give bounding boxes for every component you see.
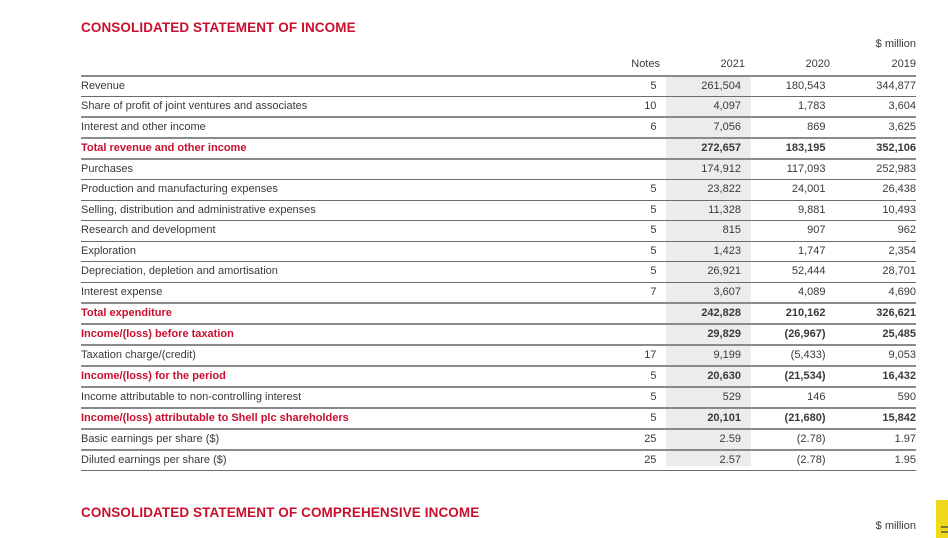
header-2021: 2021 (720, 58, 745, 70)
table-row (81, 450, 916, 471)
row-notes (598, 159, 662, 180)
row-notes: 5 (598, 241, 662, 262)
row-label: Production and manufacturing expenses (81, 180, 598, 201)
table-row (81, 345, 916, 366)
value-2020: 1,747 (747, 241, 832, 262)
table-row (81, 366, 916, 387)
value-2020: 117,093 (747, 159, 832, 180)
row-label: Exploration (81, 241, 598, 262)
value-2019: 590 (832, 387, 916, 408)
value-2021: 2.57 (662, 450, 747, 471)
value-2019: 252,983 (832, 159, 916, 180)
row-notes: 5 (598, 262, 662, 283)
header-notes: Notes (631, 58, 660, 70)
value-2020: (2.78) (747, 450, 832, 471)
row-notes: 5 (598, 180, 662, 201)
row-label: Interest expense (81, 282, 598, 303)
value-2020: 183,195 (747, 138, 832, 159)
value-2019: 16,432 (832, 366, 916, 387)
row-notes: 5 (598, 76, 662, 97)
row-label: Total expenditure (81, 303, 598, 324)
table-row (81, 262, 916, 283)
value-2019: 3,604 (832, 97, 916, 118)
value-2020: 869 (747, 117, 832, 138)
value-2019: 10,493 (832, 200, 916, 221)
row-label: Income/(loss) attributable to Shell plc shareholders (81, 408, 598, 429)
income-statement-table (81, 75, 916, 471)
value-2019: 3,625 (832, 117, 916, 138)
value-2019: 28,701 (832, 262, 916, 283)
value-2021: 242,828 (662, 303, 747, 324)
value-2021: 9,199 (662, 345, 747, 366)
row-notes: 17 (598, 345, 662, 366)
table-row (81, 76, 916, 97)
value-2020: 907 (747, 221, 832, 242)
row-label: Taxation charge/(credit) (81, 345, 598, 366)
table-row (81, 429, 916, 450)
row-label: Research and development (81, 221, 598, 242)
table-row (81, 387, 916, 408)
table-row (81, 324, 916, 345)
value-2021: 20,630 (662, 366, 747, 387)
row-label: Income attributable to non-controlling interest (81, 387, 598, 408)
row-notes: 5 (598, 221, 662, 242)
tab-line-icon (941, 531, 948, 533)
table-row (81, 303, 916, 324)
row-notes (598, 138, 662, 159)
row-notes (598, 303, 662, 324)
value-2020: (26,967) (747, 324, 832, 345)
value-2021: 11,328 (662, 200, 747, 221)
value-2020: 210,162 (747, 303, 832, 324)
value-2021: 23,822 (662, 180, 747, 201)
value-2021: 529 (662, 387, 747, 408)
table-row (81, 138, 916, 159)
value-2019: 2,354 (832, 241, 916, 262)
value-2019: 326,621 (832, 303, 916, 324)
value-2019: 1.95 (832, 450, 916, 471)
row-notes: 7 (598, 282, 662, 303)
unit-label-2: $ million (875, 520, 916, 532)
header-2020: 2020 (805, 58, 830, 70)
table-row (81, 282, 916, 303)
row-notes: 10 (598, 97, 662, 118)
row-notes (598, 324, 662, 345)
value-2021: 26,921 (662, 262, 747, 283)
row-notes: 6 (598, 117, 662, 138)
value-2019: 344,877 (832, 76, 916, 97)
table-row (81, 200, 916, 221)
row-label: Depreciation, depletion and amortisation (81, 262, 598, 283)
value-2019: 4,690 (832, 282, 916, 303)
table-row (81, 221, 916, 242)
value-2019: 962 (832, 221, 916, 242)
value-2021: 4,097 (662, 97, 747, 118)
table-row (81, 159, 916, 180)
value-2021: 7,056 (662, 117, 747, 138)
value-2019: 352,106 (832, 138, 916, 159)
value-2019: 25,485 (832, 324, 916, 345)
value-2020: 9,881 (747, 200, 832, 221)
row-notes: 25 (598, 450, 662, 471)
value-2020: (2.78) (747, 429, 832, 450)
value-2020: (21,680) (747, 408, 832, 429)
comprehensive-income-title: CONSOLIDATED STATEMENT OF COMPREHENSIVE INCOME (81, 505, 480, 520)
value-2021: 29,829 (662, 324, 747, 345)
row-label: Diluted earnings per share ($) (81, 450, 598, 471)
value-2021: 20,101 (662, 408, 747, 429)
row-notes: 25 (598, 429, 662, 450)
row-label: Revenue (81, 76, 598, 97)
value-2021: 261,504 (662, 76, 747, 97)
row-notes: 5 (598, 366, 662, 387)
value-2019: 1.97 (832, 429, 916, 450)
value-2020: (5,433) (747, 345, 832, 366)
unit-label: $ million (875, 38, 916, 50)
row-label: Income/(loss) for the period (81, 366, 598, 387)
table-row (81, 180, 916, 201)
value-2020: 52,444 (747, 262, 832, 283)
row-notes: 5 (598, 408, 662, 429)
value-2020: 4,089 (747, 282, 832, 303)
table-row (81, 241, 916, 262)
value-2019: 15,842 (832, 408, 916, 429)
income-statement-title: CONSOLIDATED STATEMENT OF INCOME (81, 20, 356, 35)
value-2021: 2.59 (662, 429, 747, 450)
table-row (81, 408, 916, 429)
value-2020: 1,783 (747, 97, 832, 118)
table-row (81, 97, 916, 118)
page-tab-marker[interactable] (936, 500, 948, 538)
row-label: Selling, distribution and administrative expenses (81, 200, 598, 221)
value-2021: 1,423 (662, 241, 747, 262)
table-row (81, 117, 916, 138)
value-2019: 9,053 (832, 345, 916, 366)
value-2021: 815 (662, 221, 747, 242)
row-notes: 5 (598, 200, 662, 221)
value-2020: 24,001 (747, 180, 832, 201)
row-label: Purchases (81, 159, 598, 180)
header-2019: 2019 (891, 58, 916, 70)
row-label: Interest and other income (81, 117, 598, 138)
value-2021: 174,912 (662, 159, 747, 180)
row-label: Total revenue and other income (81, 138, 598, 159)
value-2020: (21,534) (747, 366, 832, 387)
value-2020: 146 (747, 387, 832, 408)
row-label: Share of profit of joint ventures and associates (81, 97, 598, 118)
row-label: Basic earnings per share ($) (81, 429, 598, 450)
row-notes: 5 (598, 387, 662, 408)
value-2020: 180,543 (747, 76, 832, 97)
value-2021: 3,607 (662, 282, 747, 303)
tab-line-icon (941, 526, 948, 528)
row-label: Income/(loss) before taxation (81, 324, 598, 345)
value-2021: 272,657 (662, 138, 747, 159)
value-2019: 26,438 (832, 180, 916, 201)
